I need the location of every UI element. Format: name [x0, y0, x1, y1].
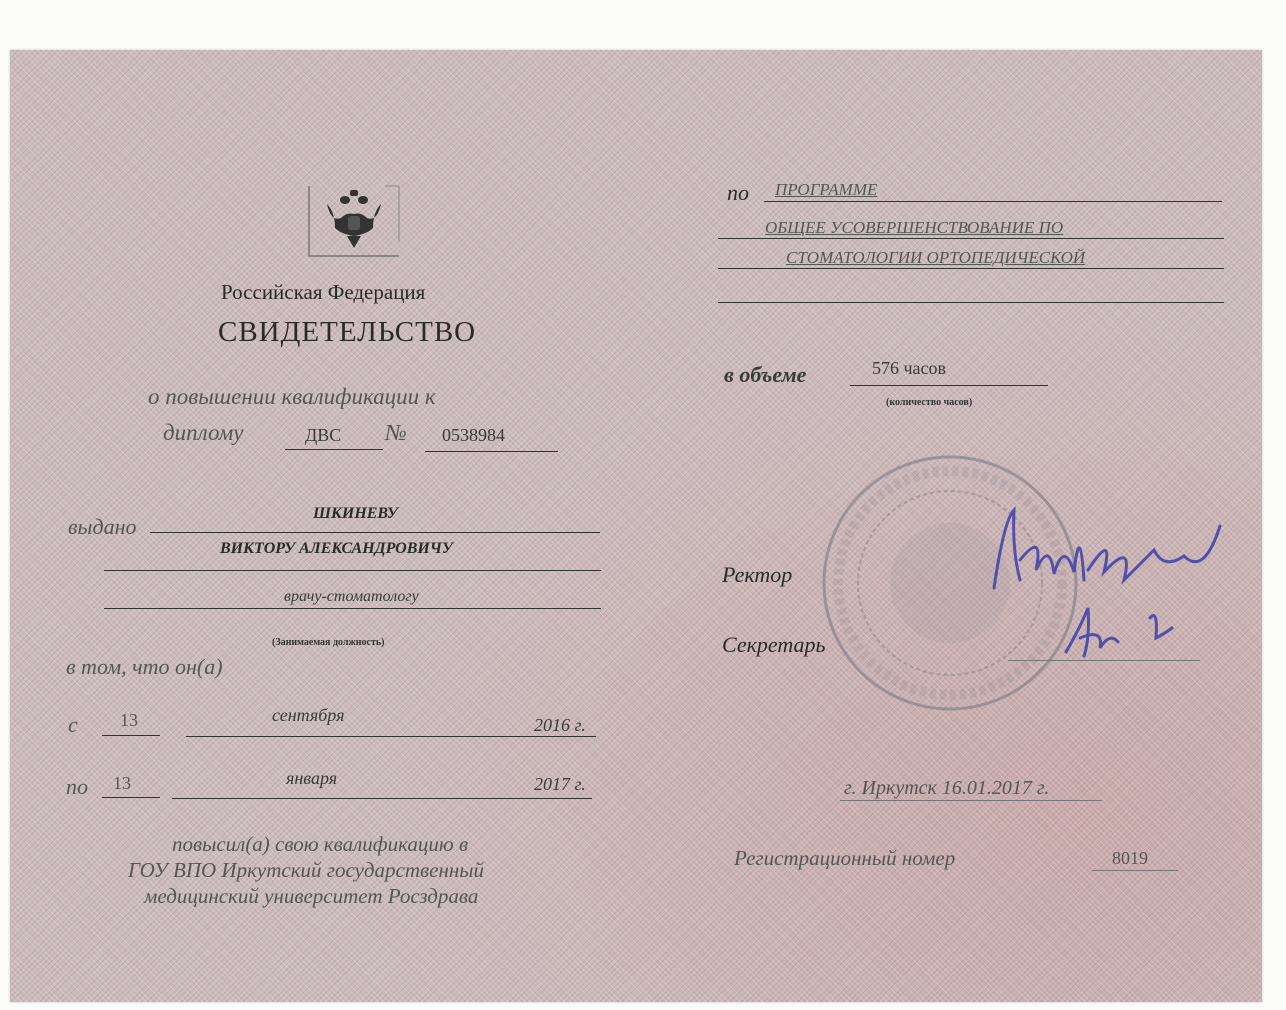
- from-month: сентября: [272, 705, 345, 725]
- rector-label: Ректор: [722, 562, 793, 587]
- volume-value: 576 часов: [872, 358, 947, 378]
- surname-line: [150, 532, 600, 533]
- registration-label: Регистрационный номер: [734, 846, 956, 870]
- to-year: 2017 г.: [534, 774, 586, 794]
- to-day: 13: [113, 773, 131, 793]
- secretary-signature-icon: [1060, 598, 1200, 662]
- subtitle-line: о повышении квалификации к: [148, 384, 436, 409]
- bottom-text-line2: ГОУ ВПО Иркутский государственный: [128, 858, 485, 882]
- program-by-label: по: [727, 180, 749, 205]
- from-day-line: [102, 735, 160, 736]
- diploma-label: диплому: [163, 420, 244, 445]
- rector-signature: [984, 500, 1244, 605]
- secretary-label: Секретарь: [722, 632, 826, 657]
- from-year: 2016 г.: [534, 715, 586, 735]
- volume-label: в объеме: [724, 362, 807, 387]
- to-date-line: [172, 798, 592, 799]
- to-month: января: [286, 768, 338, 788]
- rector-signature-icon: [984, 500, 1244, 600]
- diploma-number-line: [425, 451, 558, 452]
- issued-label: выдано: [68, 514, 137, 539]
- program-line3: СТОМАТОЛОГИИ ОРТОПЕДИЧЕСКОЙ: [786, 248, 1086, 267]
- program-line3-rule: [718, 268, 1224, 269]
- position-line: [104, 608, 601, 609]
- program-line4-rule: [718, 302, 1224, 303]
- number-sign: №: [385, 420, 407, 445]
- recipient-position: врачу-стоматологу: [284, 588, 419, 605]
- program-line2-rule: [718, 238, 1224, 239]
- volume-line: [850, 385, 1048, 386]
- document-title: СВИДЕТЕЛЬСТВО: [218, 316, 477, 348]
- diploma-series: ДВС: [305, 425, 342, 445]
- double-headed-eagle-icon: [305, 182, 405, 264]
- country-name: Российская Федерация: [221, 280, 426, 304]
- given-names-line: [104, 570, 601, 571]
- program-line1-rule: [764, 201, 1222, 202]
- program-line1: ПРОГРАММЕ: [775, 180, 878, 199]
- from-day: 13: [120, 710, 138, 730]
- place-and-date: г. Иркутск 16.01.2017 г.: [844, 777, 1050, 799]
- registration-line: [1092, 870, 1178, 871]
- to-day-line: [102, 797, 160, 798]
- from-date-line: [186, 736, 596, 737]
- coat-of-arms-emblem: [305, 182, 405, 269]
- that-label: в том, что он(а): [66, 654, 223, 679]
- diploma-series-line: [285, 449, 383, 450]
- secretary-signature: [1060, 598, 1200, 667]
- place-date-line: [840, 800, 1102, 801]
- from-label: с: [68, 712, 78, 737]
- recipient-given-names: ВИКТОРУ АЛЕКСАНДРОВИЧУ: [220, 540, 453, 557]
- to-label: по: [66, 774, 88, 799]
- registration-number: 8019: [1112, 848, 1148, 868]
- recipient-surname: ШКИНЕВУ: [313, 505, 398, 522]
- bottom-text-line3: медицинский университет Росздрава: [144, 884, 479, 908]
- bottom-text-line1: повысил(а) свою квалификацию в: [172, 832, 469, 856]
- program-line2: ОБЩЕЕ УСОВЕРШЕНСТВОВАНИЕ ПО: [765, 218, 1064, 237]
- diploma-number: 0538984: [442, 425, 505, 445]
- position-caption: (Занимаемая должность): [272, 637, 385, 648]
- volume-caption: (количество часов): [886, 397, 973, 408]
